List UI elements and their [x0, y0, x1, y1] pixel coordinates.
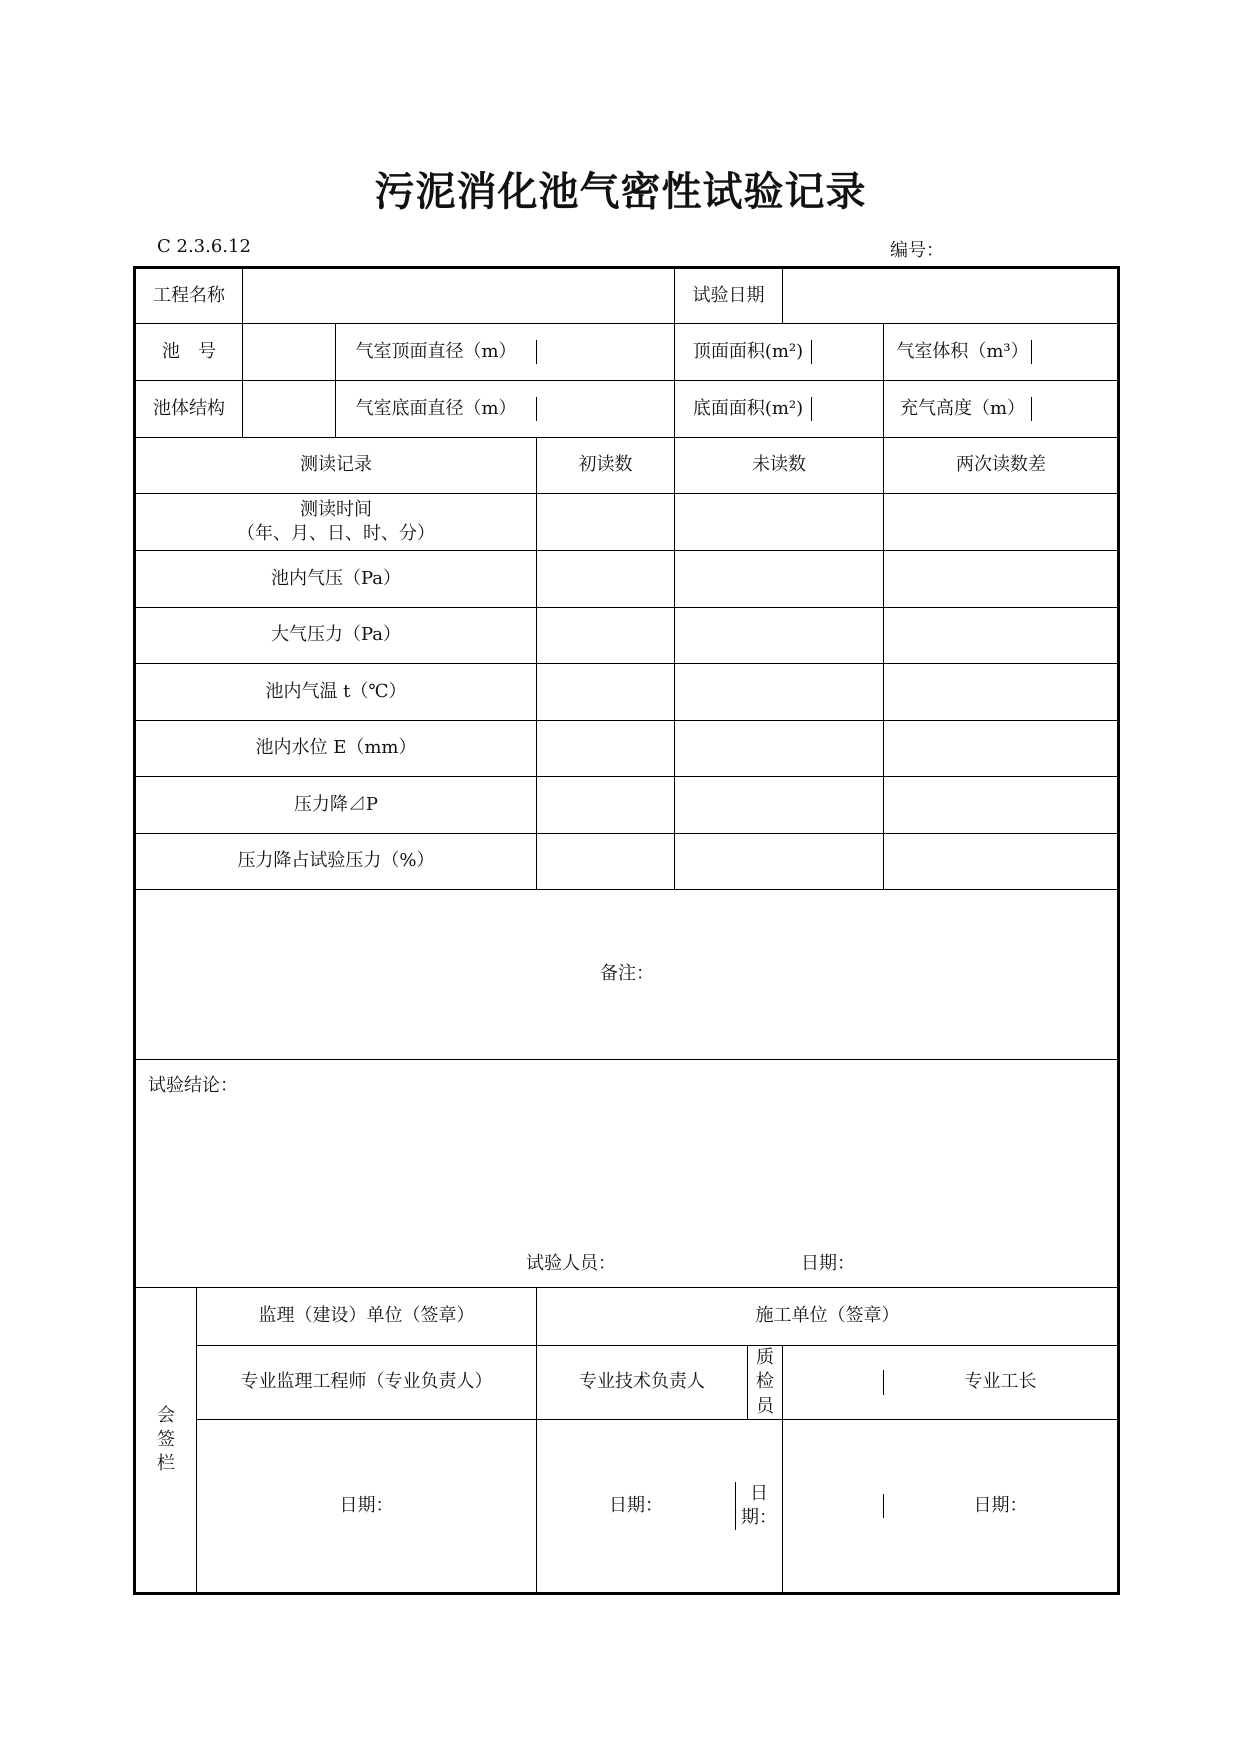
- signature-date-label: 日期：: [741, 1482, 777, 1528]
- bottom-area-value[interactable]: [812, 397, 884, 421]
- reading-time-difference[interactable]: [884, 494, 1119, 551]
- inflation-height-subtable: [884, 397, 1118, 421]
- remarks-cell[interactable]: [135, 890, 1119, 1060]
- reading-cell[interactable]: [675, 777, 884, 834]
- conclusion-date-label: 日期：: [801, 1253, 855, 1274]
- reading-cell[interactable]: [884, 777, 1119, 834]
- reading-cell[interactable]: [884, 608, 1119, 664]
- construction-unit-label: 施工单位（签章）: [537, 1288, 1119, 1346]
- pool-structure-label: 池体结构: [135, 381, 243, 438]
- reading-cell[interactable]: [675, 834, 884, 890]
- reading-row-label: 压力降占试验压力（%）: [135, 834, 537, 890]
- test-date-label: 试验日期: [675, 268, 783, 324]
- reading-cell[interactable]: [675, 664, 884, 721]
- roles-subtable-right: [783, 1370, 1117, 1394]
- reading-cell[interactable]: [675, 721, 884, 777]
- top-area-value[interactable]: [812, 340, 884, 364]
- tester-label: 试验人员：: [526, 1253, 616, 1274]
- signoff-char: 栏: [157, 1453, 175, 1475]
- roles-subtable: [537, 1346, 782, 1419]
- test-date-value[interactable]: [783, 268, 1119, 324]
- reading-row-label: 池内水位 E（mm）: [135, 721, 537, 777]
- top-area-subtable: [675, 340, 883, 364]
- pool-no-label: 池 号: [135, 324, 243, 381]
- chamber-bottom-subtable: [336, 397, 674, 421]
- chamber-volume-value[interactable]: [1032, 340, 1119, 364]
- supervision-unit-label: 监理（建设）单位（签章）: [197, 1288, 537, 1346]
- readings-header-record: 测读记录: [135, 438, 537, 494]
- readings-header-initial: 初读数: [537, 438, 675, 494]
- top-area-label: 顶面面积(m²): [675, 340, 812, 364]
- bottom-area-label: 底面面积(m²): [675, 397, 812, 421]
- reading-row-label: 池内气压（Pa）: [135, 551, 537, 608]
- role-technical-lead: 专业技术负责人: [537, 1346, 748, 1419]
- signature-technical-lead[interactable]: [537, 1482, 736, 1531]
- signoff-char: 签: [157, 1428, 175, 1450]
- test-record-form: [133, 266, 1120, 1595]
- reading-cell[interactable]: [884, 664, 1119, 721]
- reading-row-label: 池内气温 t（℃）: [135, 664, 537, 721]
- signature-subtable: [537, 1482, 782, 1531]
- reading-cell[interactable]: [537, 721, 675, 777]
- number-label: 编号：: [890, 240, 944, 261]
- role-foreman: 专业工长: [964, 1371, 1037, 1393]
- reading-time-label: [135, 494, 537, 551]
- readings-header-final: 未读数: [675, 438, 884, 494]
- reading-time-line1: 测读时间: [300, 498, 372, 520]
- reading-cell[interactable]: [884, 721, 1119, 777]
- remarks-label: 备注：: [600, 963, 655, 985]
- chamber-bottom-diameter-label: 气室底面直径（m）: [336, 397, 537, 421]
- inflation-height-value[interactable]: [1032, 397, 1119, 421]
- reading-time-line2: （年、月、日、时、分）: [237, 523, 435, 544]
- chamber-top-diameter-value[interactable]: [537, 340, 675, 364]
- signature-date-label: 日期：: [339, 1494, 394, 1516]
- reading-cell[interactable]: [675, 551, 884, 608]
- readings-header-difference: 两次读数差: [884, 438, 1119, 494]
- pool-no-value[interactable]: [243, 324, 336, 381]
- signature-supervision[interactable]: [197, 1419, 537, 1593]
- reading-cell[interactable]: [884, 551, 1119, 608]
- chamber-volume-subtable: [884, 340, 1118, 364]
- signature-subtable-right: [783, 1494, 1117, 1518]
- signature-foreman[interactable]: [884, 1494, 1118, 1518]
- inflation-height-label: 充气高度（m）: [884, 397, 1032, 421]
- conclusion-cell[interactable]: [135, 1060, 1119, 1288]
- bottom-area-subtable: [675, 397, 883, 421]
- role-quality-inspector: 质检员: [756, 1347, 774, 1417]
- project-name-label: 工程名称: [135, 268, 243, 324]
- page-title: 污泥消化池气密性试验记录: [374, 168, 867, 215]
- signature-date-label: 日期：: [973, 1494, 1028, 1516]
- form-code: C 2.3.6.12: [157, 236, 251, 257]
- reading-cell[interactable]: [537, 551, 675, 608]
- signature-date-label: 日期：: [609, 1494, 663, 1516]
- signature-quality-inspector[interactable]: [736, 1482, 783, 1531]
- chamber-bottom-diameter-value[interactable]: [537, 397, 675, 421]
- reading-cell[interactable]: [675, 608, 884, 664]
- role-supervising-engineer: 专业监理工程师（专业负责人）: [197, 1346, 537, 1420]
- project-name-value[interactable]: [243, 268, 675, 324]
- chamber-top-subtable: [336, 340, 674, 364]
- chamber-top-diameter-label: 气室顶面直径（m）: [336, 340, 537, 364]
- signature-spacer: [783, 1494, 884, 1518]
- reading-row-label: 大气压力（Pa）: [135, 608, 537, 664]
- pool-structure-value[interactable]: [243, 381, 336, 438]
- reading-cell[interactable]: [884, 834, 1119, 890]
- signoff-char: 会: [157, 1404, 175, 1426]
- role-quality-inspector-spacer: [783, 1370, 884, 1394]
- reading-cell[interactable]: [537, 834, 675, 890]
- reading-cell[interactable]: [537, 777, 675, 834]
- reading-row-label: 压力降⊿P: [135, 777, 537, 834]
- reading-time-final[interactable]: [675, 494, 884, 551]
- signoff-side-label: [135, 1288, 197, 1594]
- reading-time-initial[interactable]: [537, 494, 675, 551]
- conclusion-label: 试验结论：: [148, 1075, 238, 1096]
- chamber-volume-label: 气室体积（m³）: [884, 340, 1032, 364]
- reading-cell[interactable]: [537, 664, 675, 721]
- reading-cell[interactable]: [537, 608, 675, 664]
